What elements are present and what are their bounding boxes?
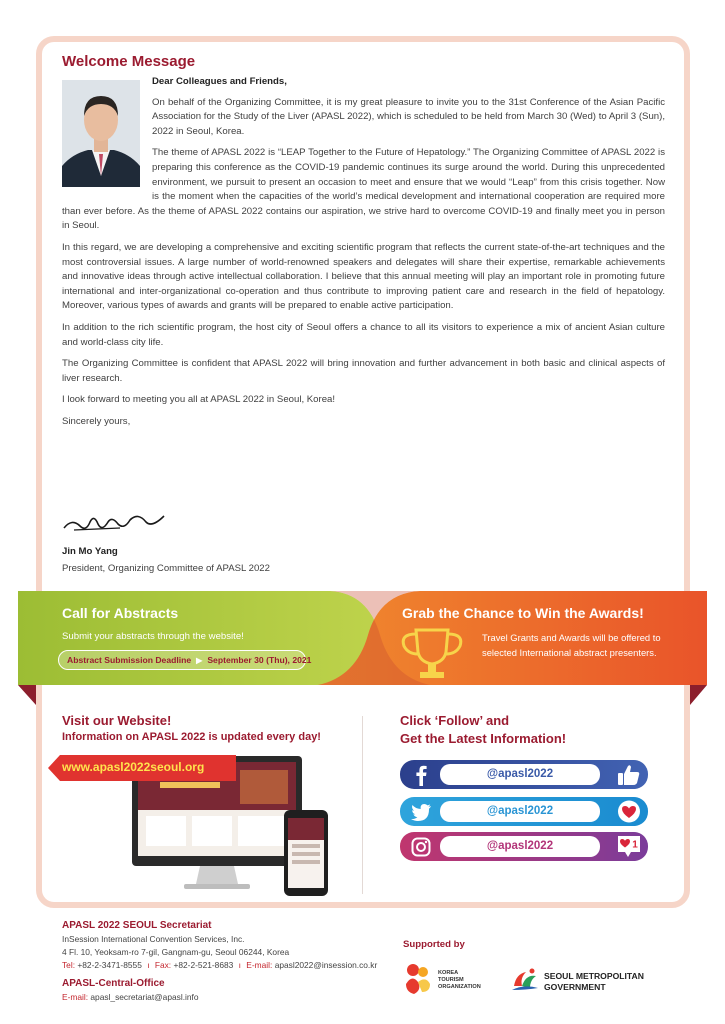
twitter-follow-button[interactable] xyxy=(400,797,648,826)
section-divider xyxy=(362,716,363,894)
greeting: Dear Colleagues and Friends, xyxy=(152,76,287,87)
seoul-line1: SEOUL METROPOLITAN xyxy=(544,971,644,981)
seoul-government-logo xyxy=(510,966,540,994)
trophy-icon xyxy=(392,624,472,682)
seoul-line2: GOVERNMENT xyxy=(544,981,606,992)
instagram-handle: @apasl2022 xyxy=(440,836,600,857)
secretariat-email[interactable]: apasl2022@insession.co.kr xyxy=(274,960,378,970)
follow-title: Click ‘Follow’ and xyxy=(400,713,510,728)
welcome-body xyxy=(62,75,665,436)
secretariat-contacts: Tel: +82-2-3471-8555 ı Fax: +82-2-521-8683 ı E-mail: apasl2022@insession.co.kr xyxy=(62,960,378,970)
instagram-badge-count: 1 xyxy=(632,839,638,851)
twitter-handle: @apasl2022 xyxy=(440,801,600,822)
paragraph-program: In this regard, we are developing a comprehensive and exciting scientific program that reflects the current state-of-the-art techniques and the most controversial issues. A large number of world-renowned speakers and delegates will share their expertise, remarkable achievements and innovative ideas through active intellectual collaboration. I believe that this annual meeting will play an important role in promoting future international and inter-organizational co-operation and thus contribute to improving patient care and research in the field of hepatology. Moreover, various types of awards and grants will be prepared to enable active participation. xyxy=(62,241,665,312)
deadline-date: September 30 (Thu), 2021 xyxy=(207,655,312,665)
play-arrow-icon: ▶ xyxy=(196,655,203,665)
central-office-title: APASL-Central-Office xyxy=(62,978,165,989)
deadline-label: Abstract Submission Deadline xyxy=(67,655,192,665)
website-title: Visit our Website! xyxy=(62,713,172,728)
paragraph-confidence: The Organizing Committee is confident that APASL 2022 will bring innovation and further advancement in both basic and clinical aspects of liver research. xyxy=(62,358,665,384)
central-office-contact xyxy=(62,992,199,1002)
tel-label: Tel: xyxy=(62,960,76,970)
korea-tourism-logo xyxy=(402,960,434,996)
paragraph-invitation: On behalf of the Organizing Committee, it is my great pleasure to invite you to the 31st Conference of the Asian Pacific Association for the Study of the Liver (APASL 2022), which is scheduled to be held from March 30 (Wed) to April 3 (Sun), 2022 in Seoul, Korea. xyxy=(152,96,665,137)
paragraph-seoul: In addition to the rich scientific program, the host city of Seoul offers a chance to all its visitors to experience a mix of ancient Asian culture and world-class city life. xyxy=(62,321,665,348)
secretariat-address: 4 Fl. 10, Yeoksam-ro 7-gil, Gangnam-gu, Seoul 06244, Korea xyxy=(62,947,290,957)
heart-icon xyxy=(616,799,642,824)
korea-tourism-text xyxy=(438,970,481,991)
secretariat-company: InSession International Convention Services, Inc. xyxy=(62,934,245,944)
signature xyxy=(60,508,170,536)
paragraph-theme: The theme of APASL 2022 is “LEAP Together to the Future of Hepatology.” The Organizing Committee of APASL 2022 is preparing this conference as the COVID-19 pandemic continues its surge around the world. During this unprecedented environment, we pursuit to present an occasion to meet and ensure that we would “Leap” from this crisis together. Now is the moment when the capacities of the world’s medical development and international cooperation are required more than ever before. As the theme of APASL 2022 contains our aspiration, we strive hard to overcome COVID-19 and finally meet you in person in Seoul. xyxy=(62,147,665,232)
kto-line1: KOREA xyxy=(438,970,459,976)
fax-label: Fax: xyxy=(154,960,172,970)
follow-subtitle: Get the Latest Information! xyxy=(400,731,567,746)
abstracts-subtitle: Submit your abstracts through the website! xyxy=(62,631,244,642)
paragraph-closing: I look forward to meeting you all at APASL 2022 in Seoul, Korea! xyxy=(62,394,336,406)
kto-line2: TOURISM xyxy=(438,977,464,983)
instagram-icon xyxy=(410,836,432,858)
kto-line3: ORGANIZATION xyxy=(438,984,481,990)
central-email-label: E-mail: xyxy=(62,992,89,1002)
facebook-follow-button[interactable] xyxy=(400,760,648,789)
website-url[interactable]: www.apasl2022seoul.org xyxy=(62,760,205,774)
instagram-follow-button[interactable] xyxy=(400,832,648,861)
signer-name: Jin Mo Yang xyxy=(62,546,118,557)
awards-title: Grab the Chance to Win the Awards! xyxy=(402,605,644,621)
secretariat-title: APASL 2022 SEOUL Secretariat xyxy=(62,920,212,931)
welcome-title: Welcome Message xyxy=(62,53,196,70)
central-office-email[interactable]: apasl_secretariat@apasl.info xyxy=(90,992,199,1002)
facebook-icon xyxy=(410,764,432,786)
deadline-pill xyxy=(58,650,312,670)
awards-description: Travel Grants and Awards will be offered to selected International abstract presenters. xyxy=(482,632,661,658)
facebook-handle: @apasl2022 xyxy=(440,764,600,785)
twitter-bird-icon xyxy=(410,801,432,823)
thumbs-up-icon xyxy=(616,762,642,787)
tel-value: +82-2-3471-8555 xyxy=(77,960,142,970)
email-label: E-mail: xyxy=(246,960,273,970)
fax-value: +82-2-521-8683 xyxy=(173,960,234,970)
website-subtitle: Information on APASL 2022 is updated every day! xyxy=(62,731,321,743)
signer-role: President, Organizing Committee of APASL 2022 xyxy=(62,563,270,574)
abstracts-title: Call for Abstracts xyxy=(62,605,179,621)
supported-by-label: Supported by xyxy=(403,939,465,950)
like-notification-icon xyxy=(616,834,642,859)
paragraph-signoff: Sincerely yours, xyxy=(62,415,131,427)
seoul-government-text xyxy=(544,971,644,992)
